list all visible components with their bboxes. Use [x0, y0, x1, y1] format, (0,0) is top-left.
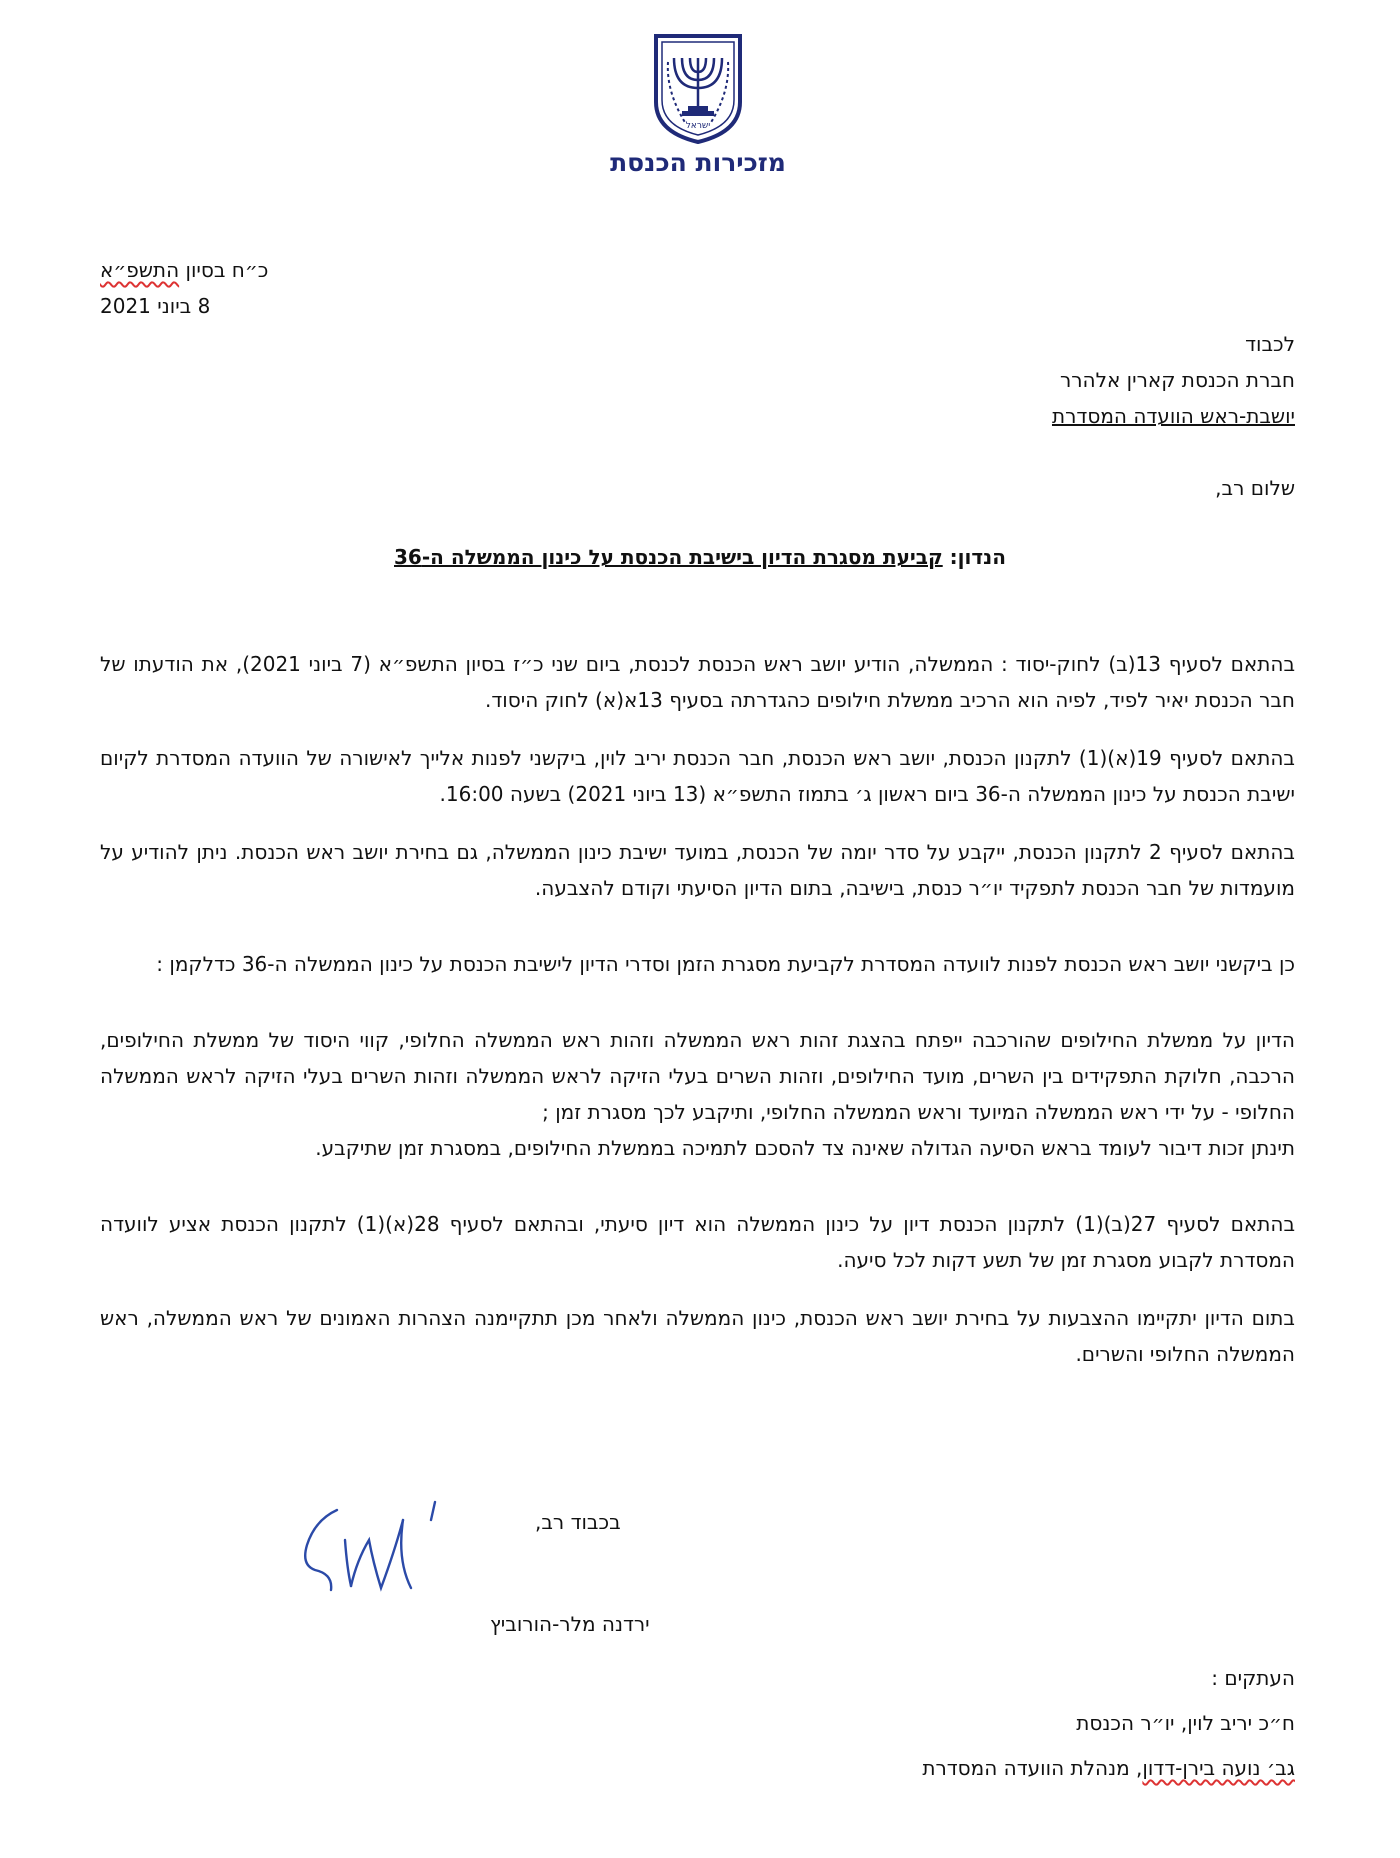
recipient-name: חברת הכנסת קארין אלהרר — [1059, 368, 1295, 392]
handwritten-signature — [285, 1490, 455, 1600]
copy-recipient-1: ח״כ יריב לוין, יו״ר הכנסת — [1076, 1711, 1295, 1735]
knesset-emblem-icon — [650, 32, 746, 146]
copy-recipient-2 — [922, 1756, 1295, 1780]
body-paragraph-2: בהתאם לסעיף 19(א)(1) לתקנון הכנסת, יושב ראש הכנסת, חבר הכנסת יריב לוין, ביקשני לפנות אלייך לאישורה של הוועדה המסדרת לקיום ישיבת הכנסת על כינון הממשלה ה-36 ביום ראשון ג׳ בתמוז התשפ״א (13 ביוני 2021) בשעה 16:00. — [100, 746, 1295, 806]
org-name: מזכירות הכנסת — [610, 148, 786, 177]
recipient-title: יושבת-ראש הוועדה המסדרת — [1051, 404, 1295, 428]
body-paragraph-4: כן ביקשני יושב ראש הכנסת לפנות לוועדה המסדרת לקביעת מסגרת הזמן וסדרי הדיון לישיבת הכנסת על כינון הממשלה ה-36 כדלקמן : — [156, 952, 1295, 976]
body-paragraph-6: תינתן זכות דיבור לעומד בראש הסיעה הגדולה שאינה צד להסכם לתמיכה בממשלת החילופים, במסגרת זמן שתיקבע. — [315, 1136, 1295, 1160]
hebrew-date — [100, 258, 360, 282]
letter-body — [100, 646, 1295, 1394]
recipient-salutation: לכבוד — [1245, 332, 1295, 356]
body-paragraph-5: הדיון על ממשלת החילופים שהורכבה ייפתח בהצגת זהות ראש הממשלה וזהות ראש הממשלה החלופי, קווי היסוד של ממשלת החילופים, הרכבה, חלוקת התפקידים בין השרים, מועד החילופים, וזהות השרים בעלי הזיקה לראש הממשלה וזהות השרים בעלי הזיקה לראש הממשלה החלופי - על ידי ראש הממשלה המיועד וראש הממשלה החלופי, ותיקבע לכך מסגרת זמן ; — [100, 1028, 1295, 1124]
gregorian-date: 8 ביוני 2021 — [100, 294, 211, 318]
subject-line — [105, 545, 1295, 569]
body-paragraph-3: בהתאם לסעיף 2 לתקנון הכנסת, ייקבע על סדר יומה של הכנסת, במועד ישיבת כינון הממשלה, גם בחירת יושב ראש הכנסת. ניתן להודיע על מועמדות של חבר הכנסת לתפקיד יו״ר כנסת, בישיבה, בתום הדיון הסיעתי וקודם להצבעה. — [100, 840, 1295, 900]
closing: בכבוד רב, — [535, 1510, 621, 1534]
emblem-text: ישראל — [685, 121, 711, 131]
body-paragraph-8: בתום הדיון יתקיימו ההצבעות על בחירת יושב ראש הכנסת, כינון הממשלה ולאחר מכן תתקיימנה הצהרות האמונים של ראש הממשלה, ראש הממשלה החלופי והשרים. — [100, 1306, 1295, 1366]
copies-title: העתקים : — [1211, 1666, 1295, 1690]
greeting: שלום רב, — [1215, 476, 1295, 500]
copy2-name: גב׳ נועה בירן-דדון — [1142, 1756, 1295, 1780]
copy2-role: , מנהלת הוועדה המסדרת — [922, 1756, 1143, 1780]
hebrew-date-prefix: כ״ח בסיון — [179, 258, 269, 282]
subject-text: קביעת מסגרת הדיון בישיבת הכנסת על כינון הממשלה ה-36 — [394, 545, 943, 569]
hebrew-date-year: התשפ״א — [100, 258, 180, 282]
body-paragraph-1: בהתאם לסעיף 13(ב) לחוק-יסוד : הממשלה, הודיע יושב ראש הכנסת לכנסת, ביום שני כ״ז בסיון התשפ״א (7 ביוני 2021), את הודעתו של חבר הכנסת יאיר לפיד, לפיה הוא הרכיב ממשלת חילופים כהגדרתה בסעיף 13א(א) לחוק היסוד. — [100, 652, 1296, 712]
signer-name: ירדנה מלר-הורוביץ — [490, 1612, 650, 1636]
body-paragraph-7: בהתאם לסעיף 27(ב)(1) לתקנון הכנסת דיון על כינון הממשלה הוא דיון סיעתי, ובהתאם לסעיף 28(א)(1) לתקנון הכנסת אציע לוועדה המסדרת לקבוע מסגרת זמן של תשע דקות לכל סיעה. — [100, 1212, 1296, 1272]
subject-label: הנדון: — [942, 545, 1006, 569]
